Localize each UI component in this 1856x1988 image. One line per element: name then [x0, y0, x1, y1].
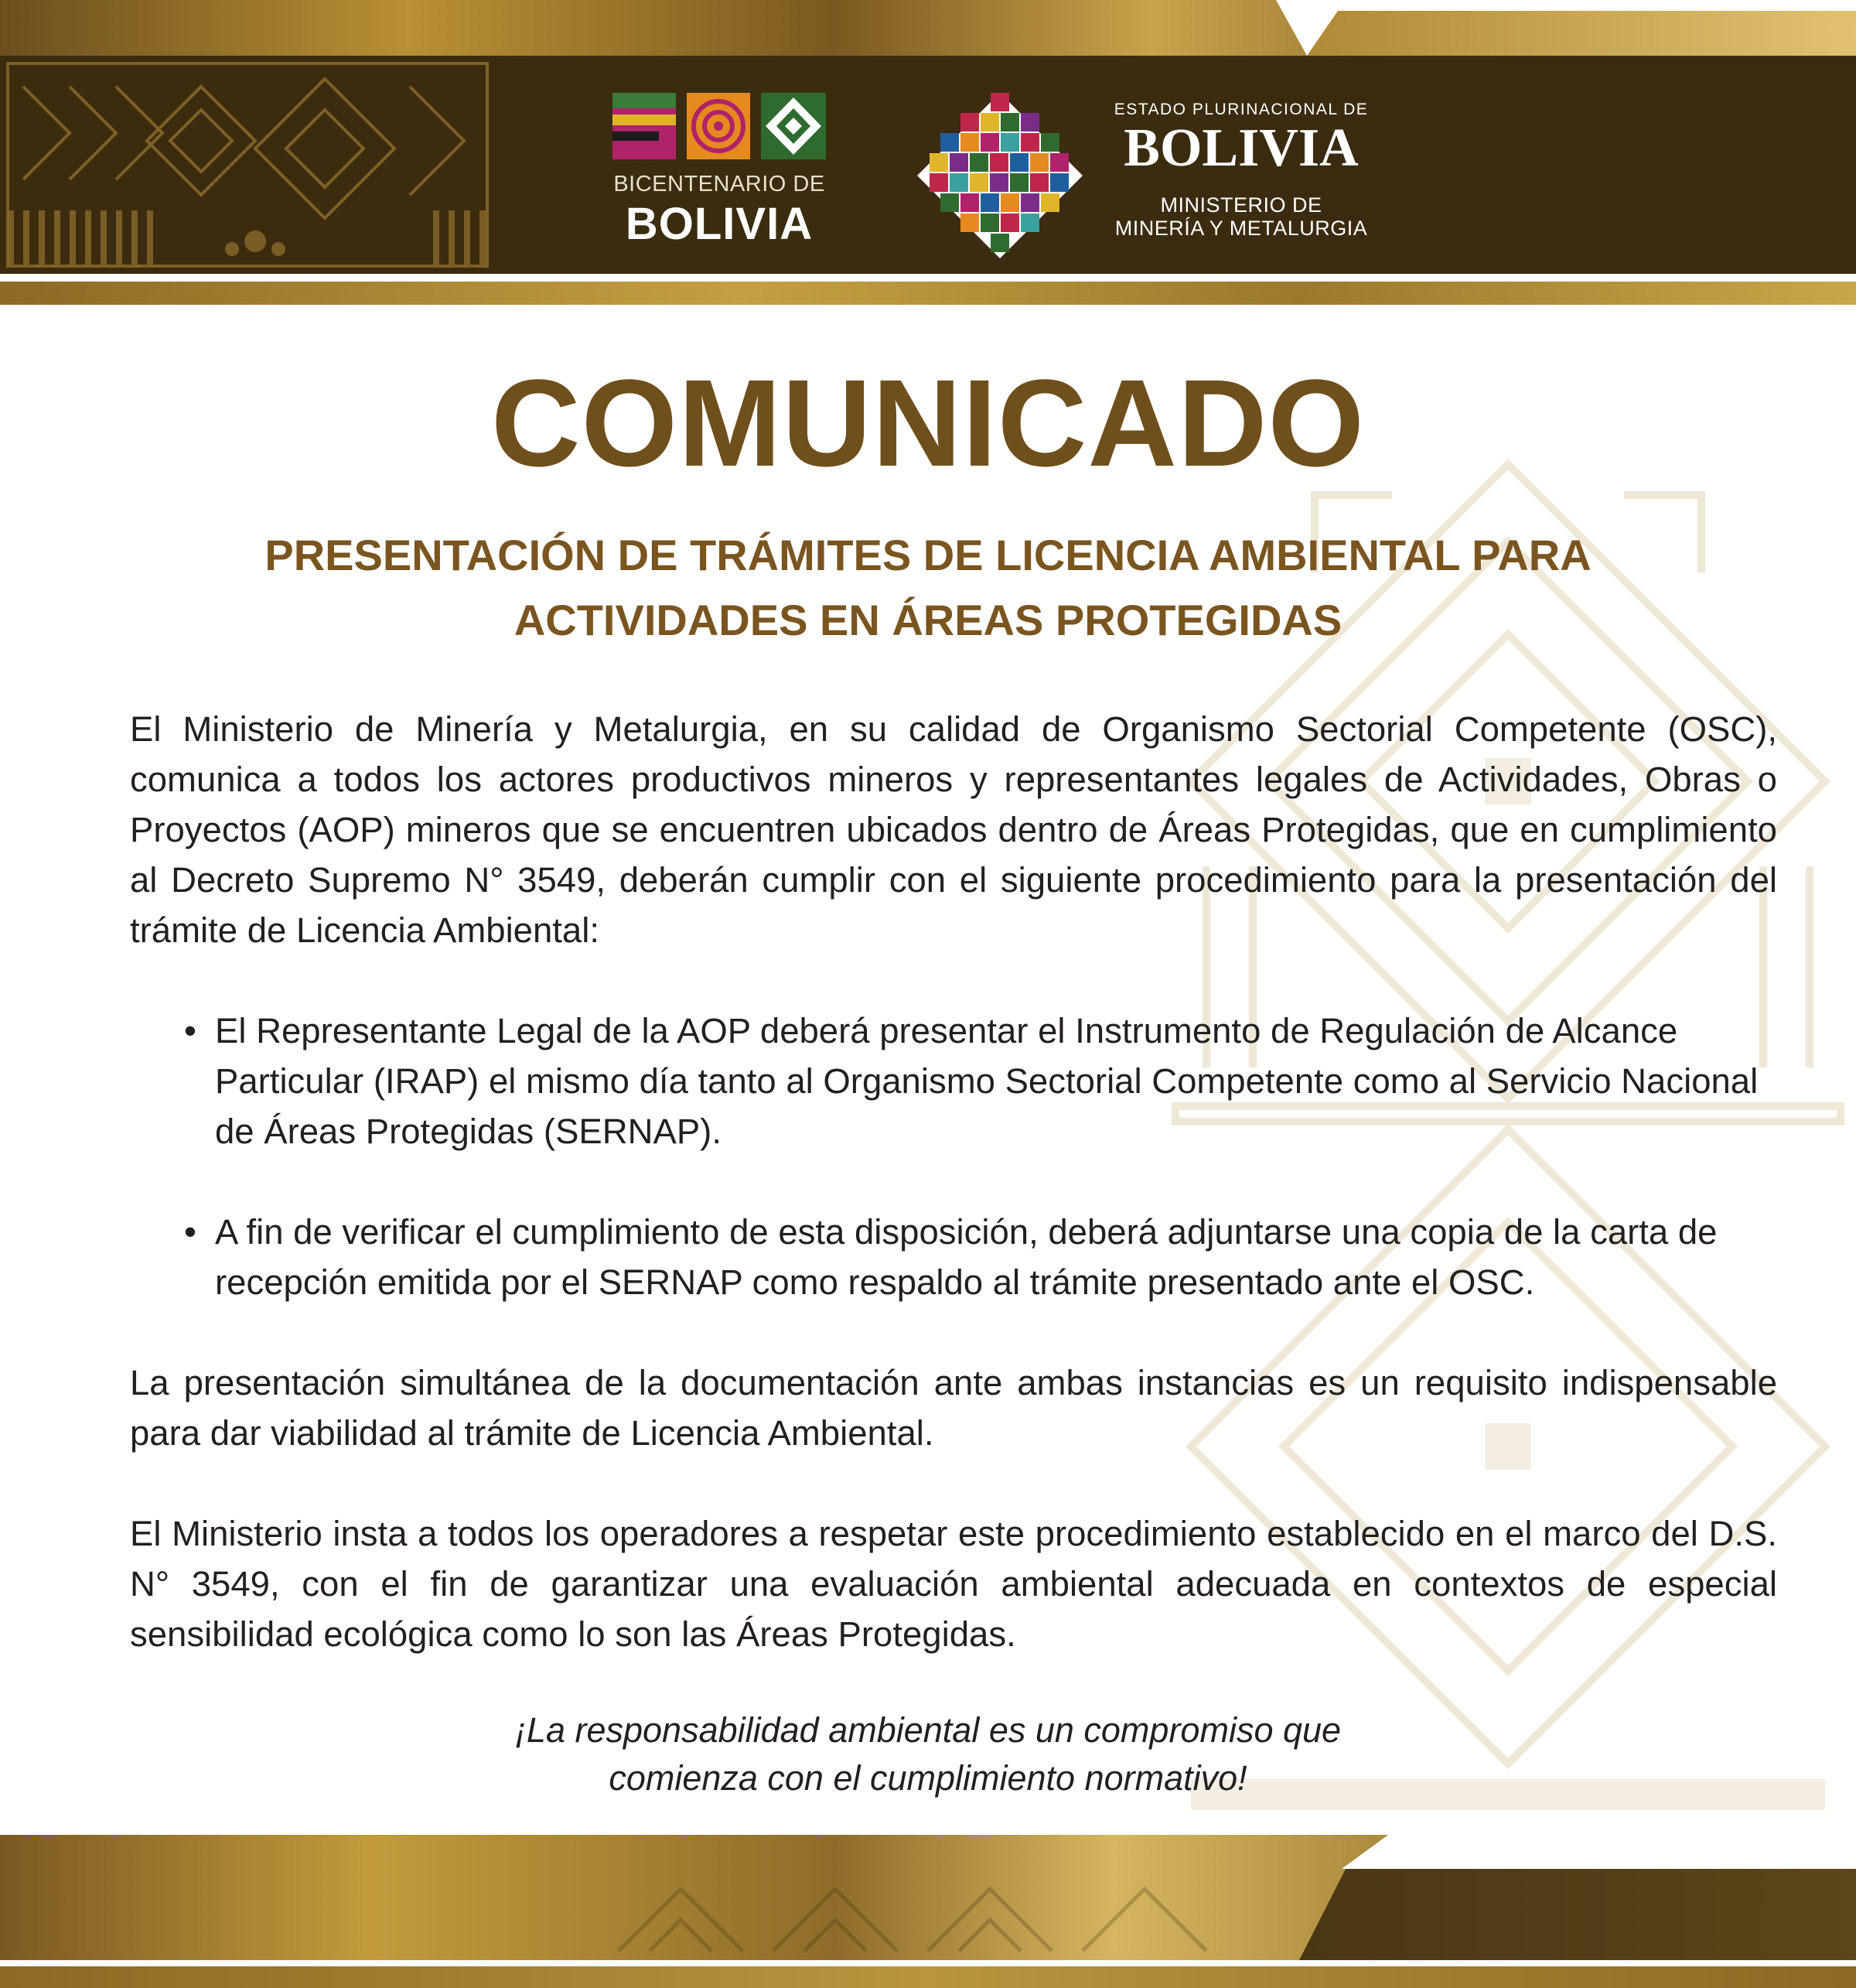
bicentenario-logo: [611, 91, 827, 249]
footer-cutout: [1342, 1835, 1856, 1869]
list-item-text: A fin de verificar el cumplimiento de esta disposición, deberá adjuntarse una copia de la carta de recepción emitida por el SERNAP como respaldo al trámite presentado ante el OSC.: [215, 1212, 1718, 1302]
textile-pattern-icon: [0, 56, 495, 274]
ministerio-line-1: MINISTERIO DE: [1160, 193, 1322, 217]
footer-gold-bar: [0, 1966, 1856, 1988]
list-item-text: El Representante Legal de la AOP deberá presentar el Instrumento de Regulación de Alcance Particular (IRAP) el mismo día tanto al Organismo Sectorial Competente como al Servicio Nacional de Áreas Protegidas (SERNAP).: [215, 1011, 1759, 1151]
bullet-icon: •: [184, 1212, 196, 1252]
footer-divider: [0, 1960, 1856, 1966]
top-strip-accent: [1307, 11, 1856, 56]
header-divider: [0, 274, 1856, 282]
list-item: [184, 1207, 1785, 1307]
estado-plurinacional-logo: [1106, 101, 1377, 240]
ministerio-line-2: MINERÍA Y METALURGIA: [1114, 217, 1368, 240]
closing-line-1: ¡La responsabilidad ambiental es un compromiso que: [514, 1710, 1342, 1750]
call-to-action-paragraph: El Ministerio insta a todos los operadores a respetar este procedimiento establecido en el marco del D.S. N° 3549, con el fin de garantizar una evaluación ambiental adecuada en contextos de especial sensibilidad ecológica como lo son las Áreas Protegidas.: [130, 1514, 1777, 1654]
requirement-paragraph: La presentación simultánea de la documentación ante ambas instancias es un requisito indispensable para dar viabilidad al trámite de Licencia Ambiental.: [130, 1363, 1777, 1453]
bicentenario-logo-icon: [611, 91, 827, 161]
bicentenario-small-text: BICENTENARIO DE: [613, 172, 825, 196]
estado-small-text: ESTADO PLURINACIONAL DE: [1114, 101, 1369, 118]
intro-paragraph: El Ministerio de Minería y Metalurgia, en su calidad de Organismo Sectorial Competente (OSC), comunica a todos los actores productivos mineros y representantes legales de Actividades, Obras o Proyectos (AOP) mineros que se encuentren ubicados dentro de Áreas Protegidas, que en cumplimiento al Decreto Supremo N° 3549, deberán cumplir con el siguiente procedimiento para la presentación del trámite de Licencia Ambiental:: [130, 709, 1777, 950]
ministerio-name: [1106, 193, 1377, 240]
estado-big-text: BOLIVIA: [1124, 118, 1359, 178]
closing-slogan: [348, 1706, 1508, 1802]
page-subtitle: [232, 523, 1624, 653]
list-item: [184, 1006, 1785, 1156]
header-gold-bar: [0, 282, 1856, 305]
bicentenario-big-text: BOLIVIA: [625, 199, 814, 249]
estado-emblem-icon: [914, 90, 1086, 261]
closing-line-2: comienza con el cumplimiento normativo!: [609, 1758, 1247, 1798]
subtitle-line-1: PRESENTACIÓN DE TRÁMITES DE LICENCIA AMBIENTAL PARA: [264, 531, 1592, 579]
footer-dark-panel: [1299, 1869, 1856, 1960]
subtitle-line-2: ACTIVIDADES EN ÁREAS PROTEGIDAS: [513, 596, 1343, 644]
page-title: COMUNICADO: [491, 354, 1365, 492]
bullet-icon: •: [184, 1011, 196, 1050]
